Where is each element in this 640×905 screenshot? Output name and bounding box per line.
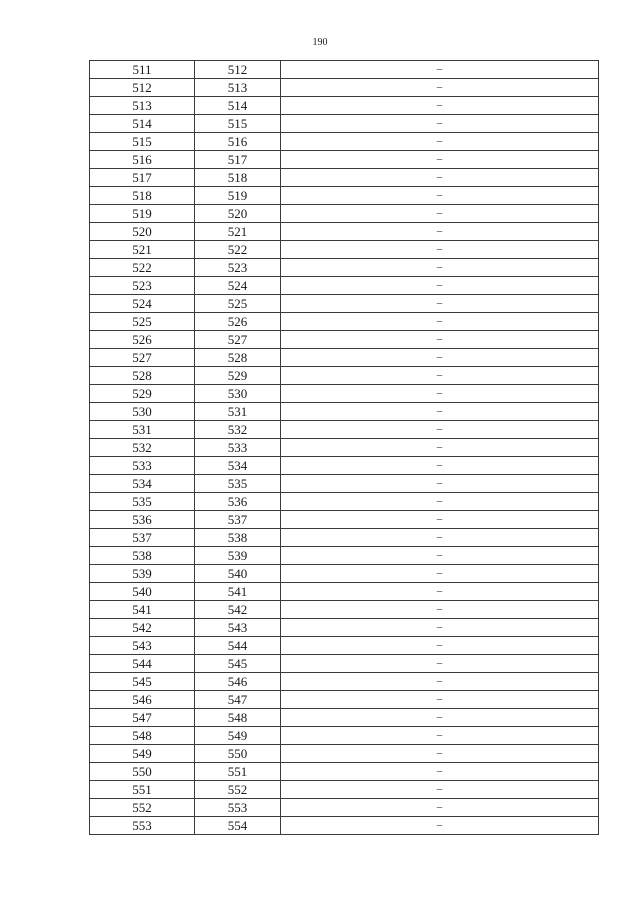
cell-col3: – xyxy=(281,223,599,241)
cell-col2: 523 xyxy=(195,259,281,277)
cell-col2: 538 xyxy=(195,529,281,547)
cell-col1: 528 xyxy=(90,367,195,385)
table-row xyxy=(90,781,599,799)
cell-col1: 537 xyxy=(90,529,195,547)
cell-col1: 547 xyxy=(90,709,195,727)
cell-col1: 550 xyxy=(90,763,195,781)
cell-col1: 523 xyxy=(90,277,195,295)
cell-col3: – xyxy=(281,547,599,565)
cell-col2: 527 xyxy=(195,331,281,349)
cell-col3: – xyxy=(281,637,599,655)
cell-col2: 521 xyxy=(195,223,281,241)
cell-col1: 539 xyxy=(90,565,195,583)
cell-col3: – xyxy=(281,745,599,763)
cell-col2: 551 xyxy=(195,763,281,781)
cell-col3: – xyxy=(281,763,599,781)
table-row xyxy=(90,655,599,673)
cell-col3: – xyxy=(281,241,599,259)
cell-col1: 526 xyxy=(90,331,195,349)
table-row xyxy=(90,817,599,835)
cell-col2: 547 xyxy=(195,691,281,709)
table-row xyxy=(90,223,599,241)
cell-col2: 544 xyxy=(195,637,281,655)
cell-col3: – xyxy=(281,313,599,331)
cell-col3: – xyxy=(281,187,599,205)
table-row xyxy=(90,691,599,709)
table-row xyxy=(90,403,599,421)
cell-col1: 527 xyxy=(90,349,195,367)
cell-col3: – xyxy=(281,259,599,277)
table-row xyxy=(90,763,599,781)
table-row xyxy=(90,745,599,763)
table-row xyxy=(90,313,599,331)
table-row xyxy=(90,439,599,457)
cell-col3: – xyxy=(281,295,599,313)
table-row xyxy=(90,601,599,619)
cell-col1: 549 xyxy=(90,745,195,763)
cell-col1: 530 xyxy=(90,403,195,421)
cell-col2: 529 xyxy=(195,367,281,385)
cell-col1: 546 xyxy=(90,691,195,709)
cell-col2: 546 xyxy=(195,673,281,691)
cell-col1: 542 xyxy=(90,619,195,637)
cell-col2: 552 xyxy=(195,781,281,799)
cell-col2: 515 xyxy=(195,115,281,133)
table-row xyxy=(90,187,599,205)
cell-col3: – xyxy=(281,565,599,583)
table-row xyxy=(90,385,599,403)
cell-col1: 529 xyxy=(90,385,195,403)
cell-col3: – xyxy=(281,277,599,295)
cell-col1: 516 xyxy=(90,151,195,169)
cell-col2: 520 xyxy=(195,205,281,223)
cell-col3: – xyxy=(281,349,599,367)
cell-col2: 519 xyxy=(195,187,281,205)
cell-col3: – xyxy=(281,367,599,385)
table-row xyxy=(90,421,599,439)
cell-col2: 528 xyxy=(195,349,281,367)
table-row xyxy=(90,637,599,655)
cell-col3: – xyxy=(281,511,599,529)
cell-col1: 522 xyxy=(90,259,195,277)
table-row xyxy=(90,367,599,385)
cell-col3: – xyxy=(281,529,599,547)
table-row xyxy=(90,619,599,637)
cell-col2: 516 xyxy=(195,133,281,151)
table-row xyxy=(90,133,599,151)
table-row xyxy=(90,475,599,493)
cell-col2: 554 xyxy=(195,817,281,835)
table-row xyxy=(90,79,599,97)
cell-col3: – xyxy=(281,673,599,691)
cell-col2: 549 xyxy=(195,727,281,745)
table-row xyxy=(90,241,599,259)
cell-col2: 535 xyxy=(195,475,281,493)
cell-col2: 539 xyxy=(195,547,281,565)
cell-col3: – xyxy=(281,403,599,421)
cell-col3: – xyxy=(281,151,599,169)
cell-col3: – xyxy=(281,385,599,403)
cell-col1: 513 xyxy=(90,97,195,115)
cell-col2: 524 xyxy=(195,277,281,295)
table-row xyxy=(90,709,599,727)
cell-col3: – xyxy=(281,709,599,727)
cell-col3: – xyxy=(281,475,599,493)
cell-col1: 525 xyxy=(90,313,195,331)
cell-col2: 513 xyxy=(195,79,281,97)
table-row xyxy=(90,511,599,529)
cell-col1: 553 xyxy=(90,817,195,835)
cell-col1: 552 xyxy=(90,799,195,817)
cell-col3: – xyxy=(281,619,599,637)
cell-col2: 533 xyxy=(195,439,281,457)
cell-col1: 545 xyxy=(90,673,195,691)
table-row xyxy=(90,115,599,133)
table-row xyxy=(90,259,599,277)
cell-col1: 517 xyxy=(90,169,195,187)
cell-col2: 514 xyxy=(195,97,281,115)
cell-col3: – xyxy=(281,583,599,601)
cell-col2: 517 xyxy=(195,151,281,169)
cell-col2: 531 xyxy=(195,403,281,421)
cell-col1: 538 xyxy=(90,547,195,565)
cell-col1: 543 xyxy=(90,637,195,655)
cell-col3: – xyxy=(281,439,599,457)
cell-col2: 522 xyxy=(195,241,281,259)
cell-col2: 550 xyxy=(195,745,281,763)
page-number: 190 xyxy=(312,37,328,48)
cell-col1: 518 xyxy=(90,187,195,205)
cell-col3: – xyxy=(281,79,599,97)
table-row xyxy=(90,673,599,691)
cell-col3: – xyxy=(281,115,599,133)
cell-col2: 543 xyxy=(195,619,281,637)
cell-col1: 511 xyxy=(90,61,195,79)
cell-col3: – xyxy=(281,169,599,187)
cell-col2: 536 xyxy=(195,493,281,511)
cell-col3: – xyxy=(281,61,599,79)
cell-col2: 518 xyxy=(195,169,281,187)
cell-col1: 531 xyxy=(90,421,195,439)
cell-col1: 533 xyxy=(90,457,195,475)
cell-col1: 532 xyxy=(90,439,195,457)
cell-col3: – xyxy=(281,331,599,349)
cell-col3: – xyxy=(281,97,599,115)
cell-col2: 512 xyxy=(195,61,281,79)
table-row xyxy=(90,331,599,349)
cell-col2: 534 xyxy=(195,457,281,475)
cell-col3: – xyxy=(281,781,599,799)
cell-col3: – xyxy=(281,457,599,475)
cell-col3: – xyxy=(281,493,599,511)
table-row xyxy=(90,547,599,565)
cell-col3: – xyxy=(281,691,599,709)
cell-col1: 551 xyxy=(90,781,195,799)
cell-col1: 512 xyxy=(90,79,195,97)
data-table xyxy=(89,60,599,835)
table-row xyxy=(90,565,599,583)
table-row xyxy=(90,799,599,817)
cell-col1: 521 xyxy=(90,241,195,259)
cell-col2: 530 xyxy=(195,385,281,403)
cell-col1: 540 xyxy=(90,583,195,601)
cell-col2: 548 xyxy=(195,709,281,727)
table-row xyxy=(90,493,599,511)
cell-col3: – xyxy=(281,817,599,835)
cell-col2: 553 xyxy=(195,799,281,817)
cell-col1: 520 xyxy=(90,223,195,241)
cell-col2: 525 xyxy=(195,295,281,313)
table-row xyxy=(90,61,599,79)
table-row xyxy=(90,349,599,367)
table-row xyxy=(90,169,599,187)
table-row xyxy=(90,205,599,223)
cell-col1: 519 xyxy=(90,205,195,223)
cell-col2: 537 xyxy=(195,511,281,529)
cell-col1: 534 xyxy=(90,475,195,493)
cell-col1: 514 xyxy=(90,115,195,133)
cell-col3: – xyxy=(281,421,599,439)
cell-col2: 532 xyxy=(195,421,281,439)
cell-col2: 541 xyxy=(195,583,281,601)
table-row xyxy=(90,727,599,745)
table-body xyxy=(90,61,599,835)
cell-col2: 542 xyxy=(195,601,281,619)
cell-col1: 535 xyxy=(90,493,195,511)
cell-col3: – xyxy=(281,799,599,817)
cell-col1: 548 xyxy=(90,727,195,745)
cell-col3: – xyxy=(281,727,599,745)
cell-col1: 541 xyxy=(90,601,195,619)
table-row xyxy=(90,583,599,601)
cell-col1: 544 xyxy=(90,655,195,673)
table-row xyxy=(90,277,599,295)
table-row xyxy=(90,295,599,313)
table-row xyxy=(90,97,599,115)
cell-col1: 524 xyxy=(90,295,195,313)
cell-col3: – xyxy=(281,205,599,223)
cell-col3: – xyxy=(281,133,599,151)
cell-col2: 540 xyxy=(195,565,281,583)
table-row xyxy=(90,457,599,475)
cell-col1: 515 xyxy=(90,133,195,151)
cell-col3: – xyxy=(281,601,599,619)
cell-col2: 545 xyxy=(195,655,281,673)
cell-col2: 526 xyxy=(195,313,281,331)
table-row xyxy=(90,151,599,169)
cell-col3: – xyxy=(281,655,599,673)
cell-col1: 536 xyxy=(90,511,195,529)
table-row xyxy=(90,529,599,547)
